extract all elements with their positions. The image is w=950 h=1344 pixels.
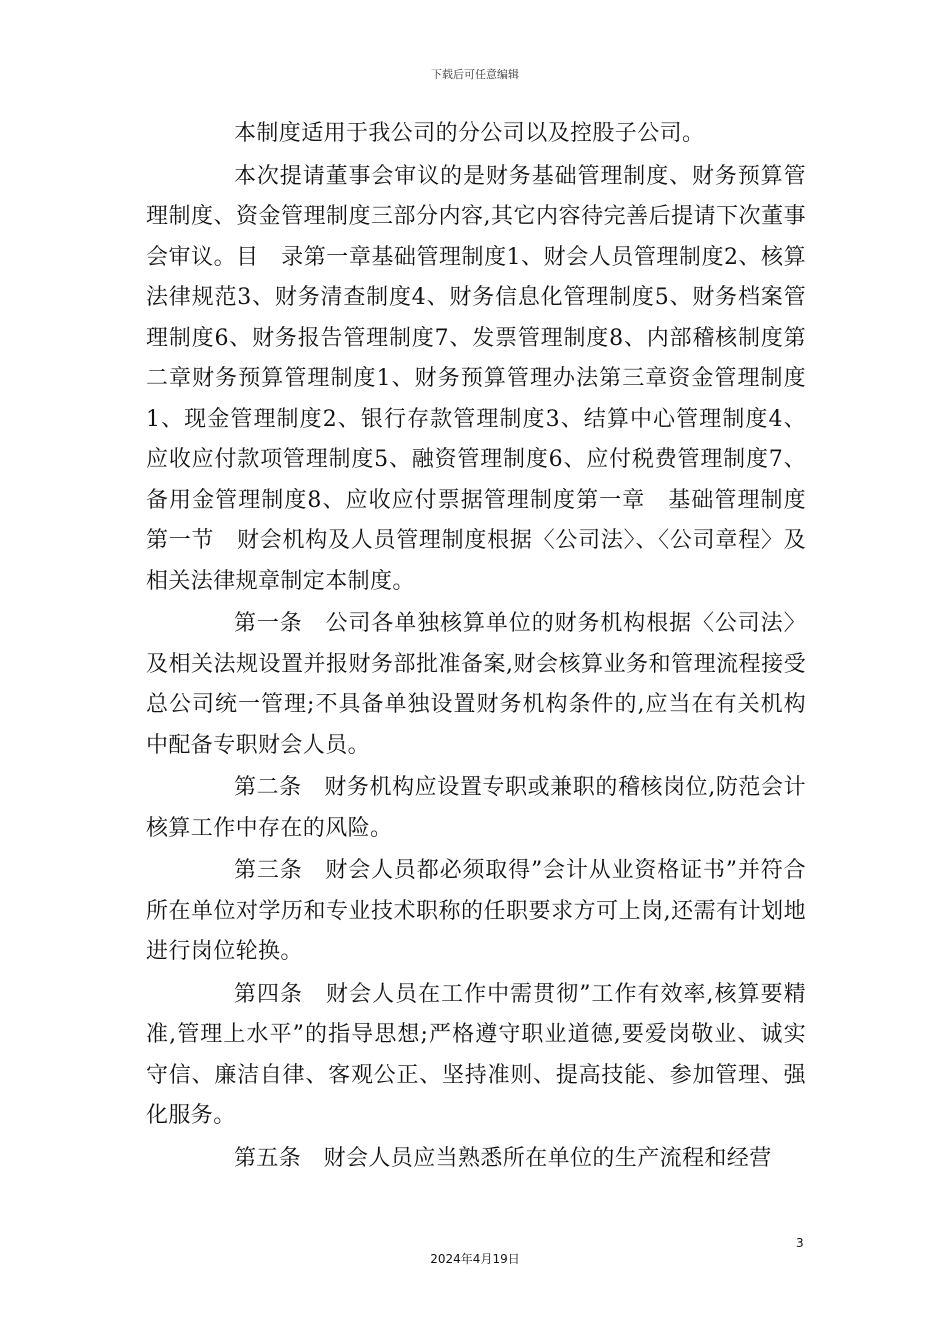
paragraph-article-1: 第一条 公司各单独核算单位的财务机构根据〈公司法〉及相关法规设置并报财务部批准备案,财会核算业务和管理流程接受总公司统一管理;不具备单独设置财务机构条件的,应当在有关机构中配备专职财会人员。	[146, 611, 806, 758]
paragraph-review-and-contents: 本次提请董事会审议的是财务基础管理制度、财务预算管理制度、资金管理制度三部分内容,其它内容待完善后提请下次董事会审议。目 录第一章基础管理制度1、财会人员管理制度2、核算法律规范3、财务清查制度4、财务信息化管理制度5、财务档案管理制度6、财务报告管理制度7、发票管理制度8、内部稽核制度第二章财务预算管理制度1、财务预算管理办法第三章资金管理制度1、现金管理制度2、银行存款管理制度3、结算中心管理制度4、应收应付款项管理制度5、融资管理制度6、应付税费管理制度7、备用金管理制度8、应收应付票据管理制度第一章 基础管理制度第一节 财会机构及人员管理制度根据〈公司法〉、〈公司章程〉及相关法律规章制定本制度。	[146, 163, 806, 594]
paragraph-article-2: 第二条 财务机构应设置专职或兼职的稽核岗位,防范会计核算工作中存在的风险。	[146, 775, 806, 841]
paragraph-article-5: 第五条 财会人员应当熟悉所在单位的生产流程和经营	[234, 1145, 772, 1171]
paragraph-scope: 本制度适用于我公司的分公司以及控股子公司。	[234, 121, 705, 146]
paragraph-article-4: 第四条 财会人员在工作中需贯彻”工作有效率,核算要精准,管理上水平”的指导思想;严格遵守职业道德,要爱岗敬业、诚实守信、廉洁自律、客观公正、坚持准则、提高技能、参加管理、强化服务。	[146, 981, 806, 1128]
paragraph-article-3: 第三条 财会人员都必须取得”会计从业资格证书”并符合所在单位对学历和专业技术职称的任职要求方可上岗,还需有计划地进行岗位轮换。	[146, 858, 806, 964]
header-note: 下载后可任意编辑	[431, 68, 519, 81]
page-number: 3	[796, 1236, 804, 1250]
footer-date: 2024年4月19日	[430, 1252, 520, 1266]
body-text	[146, 114, 806, 1181]
